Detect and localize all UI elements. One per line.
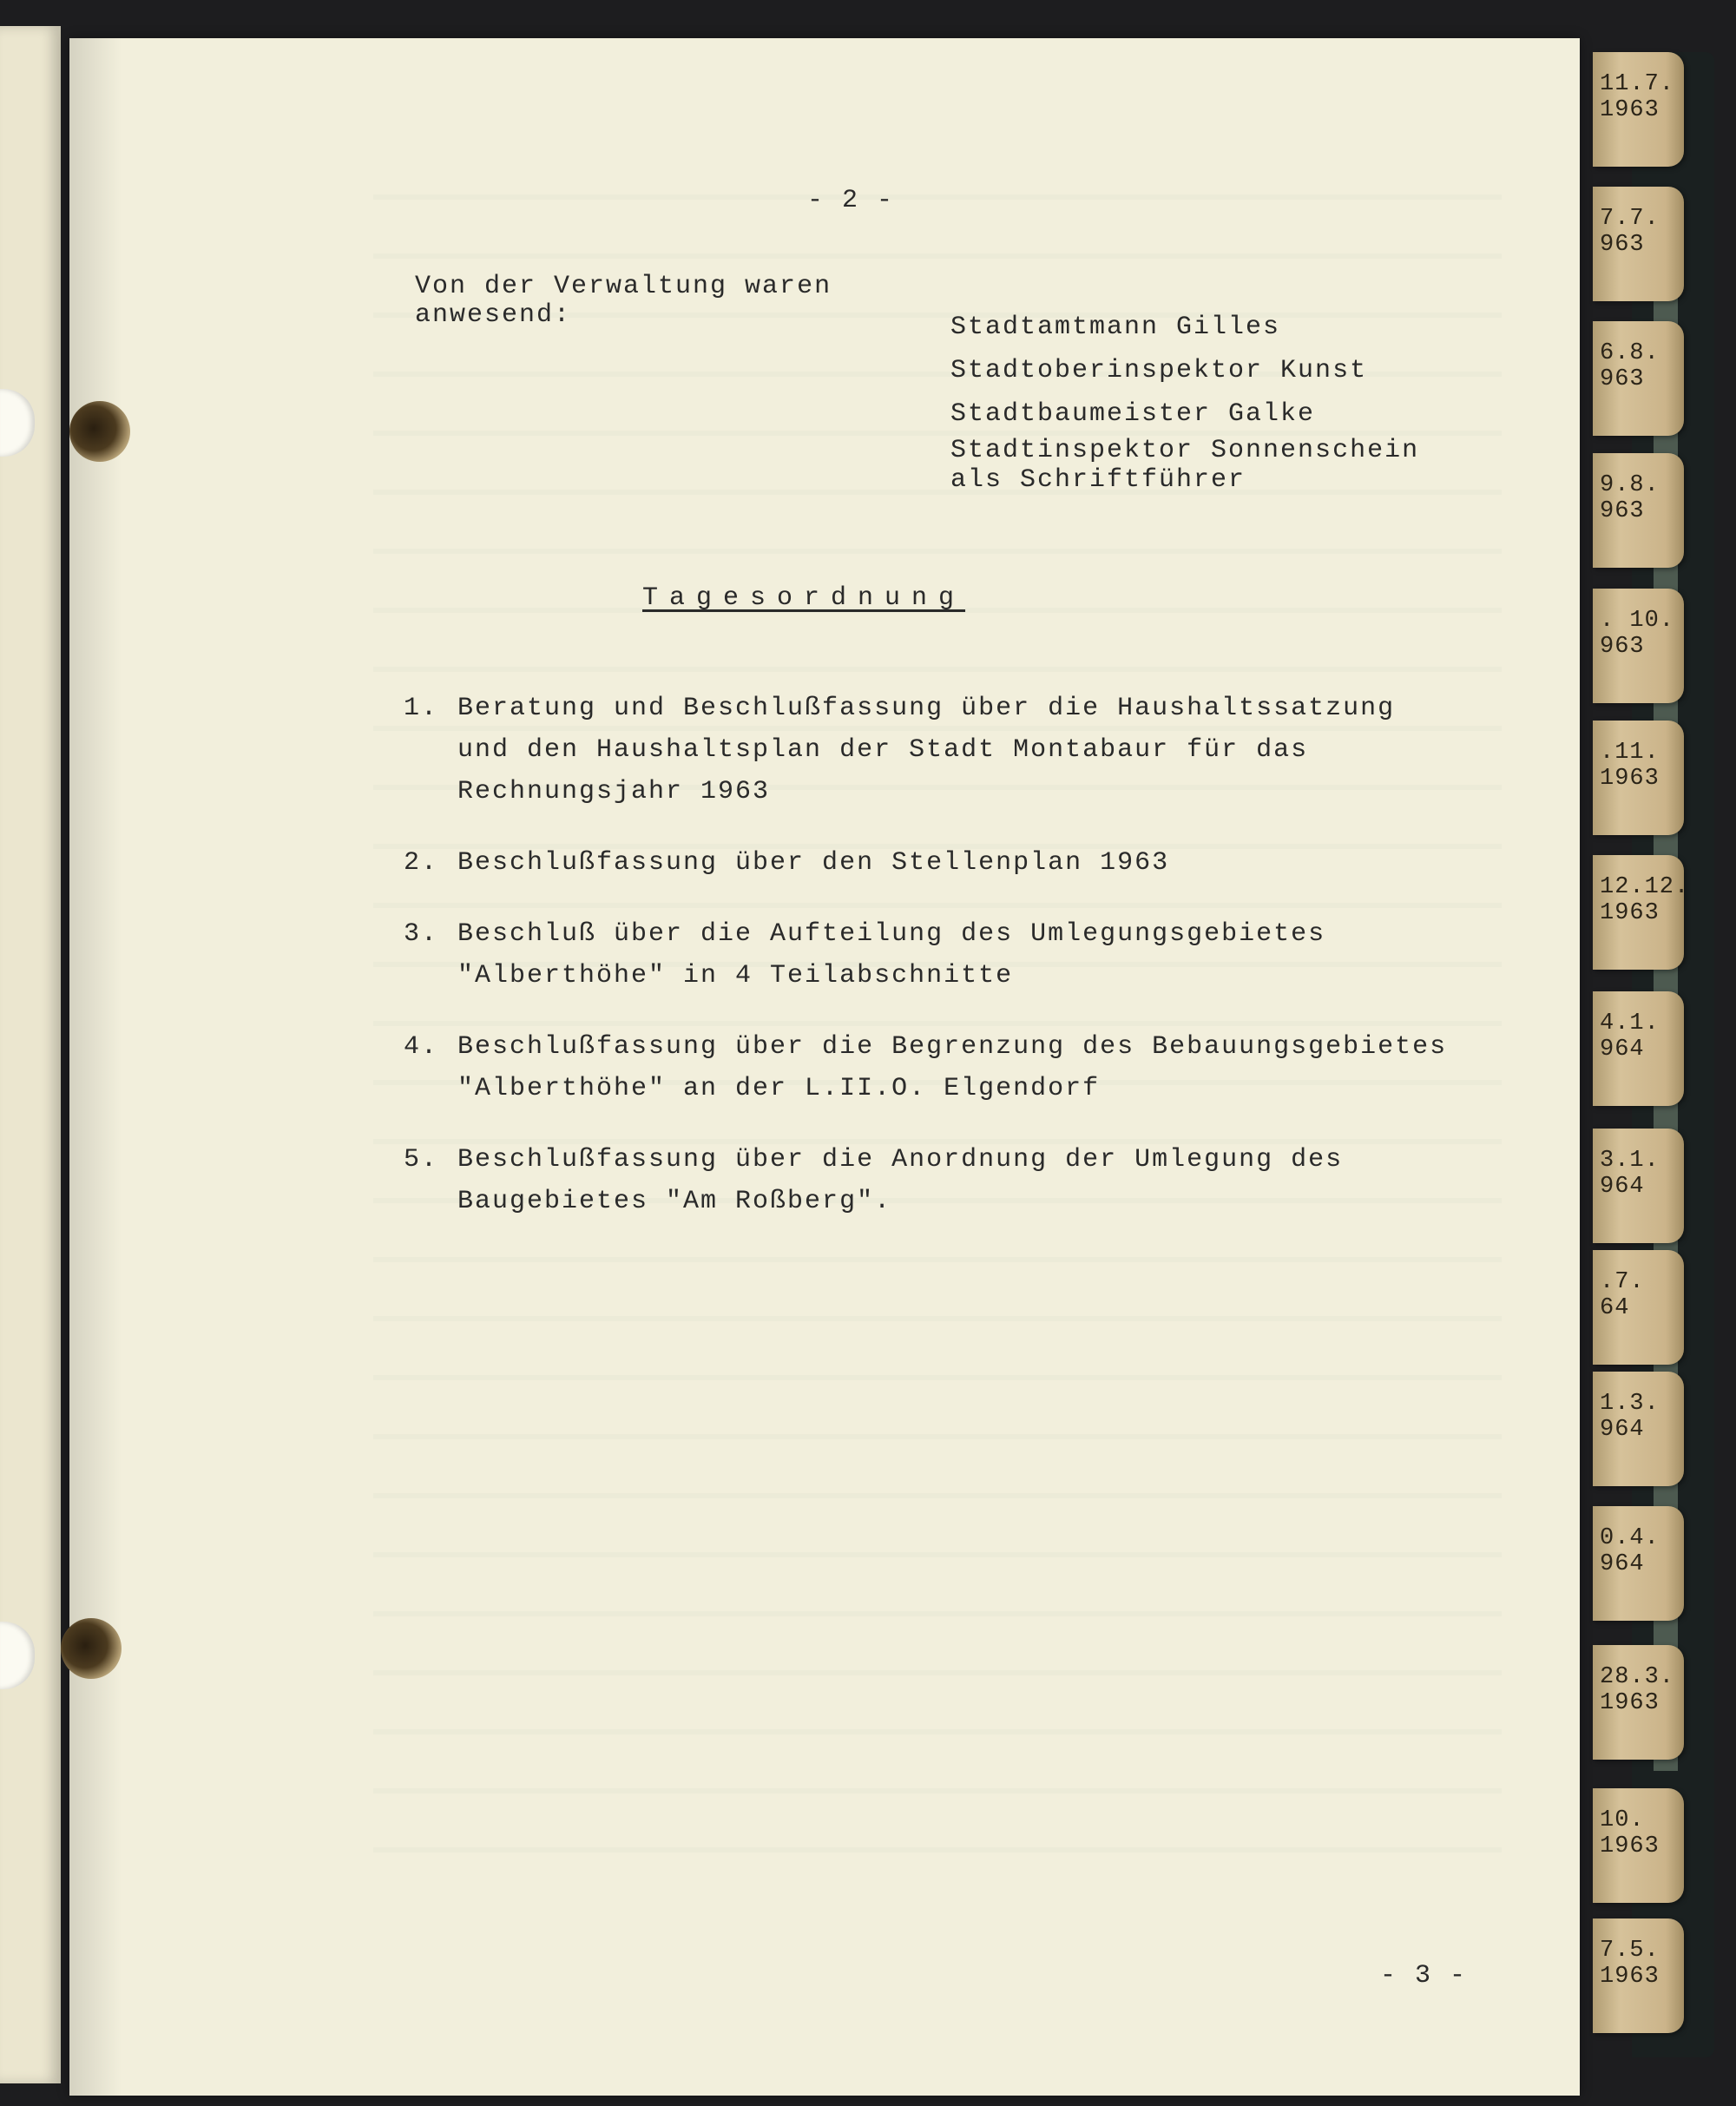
- left-page-hole: [0, 389, 35, 457]
- present-name: Stadtbaumeister Galke: [950, 399, 1316, 429]
- agenda-item-number: 1.: [404, 694, 439, 723]
- agenda-item: [404, 1026, 1584, 1109]
- present-label: [415, 273, 832, 330]
- agenda-item-number: 2.: [404, 848, 439, 878]
- agenda-title: Tagesordnung: [642, 583, 966, 613]
- agenda-item: [404, 842, 1584, 884]
- present-name: Stadtamtmann Gilles: [950, 313, 1281, 342]
- agenda-item-number: 4.: [404, 1032, 439, 1062]
- index-tab[interactable]: 3.1. 964: [1593, 1129, 1684, 1243]
- index-tab[interactable]: . 10. 963: [1593, 589, 1684, 703]
- agenda-item-text: Beschlußfassung über die Anordnung der Umlegung des Baugebietes "Am Roßberg".: [457, 1145, 1344, 1216]
- agenda-item-number: 3.: [404, 919, 439, 949]
- index-tab[interactable]: 0.4. 964: [1593, 1506, 1684, 1621]
- index-tab[interactable]: 4.1. 964: [1593, 991, 1684, 1106]
- punch-hole: [69, 401, 130, 462]
- index-tab[interactable]: .7. 64: [1593, 1250, 1684, 1365]
- present-name: Stadtinspektor Sonnenschein: [950, 436, 1420, 465]
- punch-hole: [61, 1618, 122, 1679]
- agenda-item: [404, 913, 1584, 997]
- agenda-item-text: Beschlußfassung über den Stellenplan 1963: [457, 848, 1170, 878]
- index-tab[interactable]: 7.7. 963: [1593, 187, 1684, 301]
- agenda-item-text: Beschluß über die Aufteilung des Umlegungsgebietes "Alberthöhe" in 4 Teilabschnitte: [457, 919, 1326, 990]
- index-tab[interactable]: 1.3. 964: [1593, 1372, 1684, 1486]
- index-tab[interactable]: 28.3. 1963: [1593, 1645, 1684, 1760]
- agenda-item-number: 5.: [404, 1145, 439, 1175]
- index-tab[interactable]: 7.5. 1963: [1593, 1918, 1684, 2033]
- agenda-item-text: Beschlußfassung über die Begrenzung des Bebauungsgebietes "Alberthöhe" an der L.II.O. Elgendorf: [457, 1032, 1448, 1103]
- index-tab[interactable]: .11. 1963: [1593, 721, 1684, 835]
- present-name: als Schriftführer: [950, 465, 1246, 495]
- index-tab[interactable]: 10. 1963: [1593, 1788, 1684, 1903]
- index-tab[interactable]: 11.7. 1963: [1593, 52, 1684, 167]
- present-names-list: [950, 306, 1419, 495]
- present-name: Stadtoberinspektor Kunst: [950, 356, 1368, 385]
- index-tab[interactable]: 12.12. 1963: [1593, 855, 1684, 970]
- left-page-hole: [0, 1622, 35, 1689]
- page-gutter-shadow: [69, 38, 122, 2096]
- document-page: [69, 38, 1580, 2096]
- agenda-item: [404, 1139, 1584, 1222]
- previous-page-edge: [0, 26, 61, 2083]
- agenda-list: [404, 688, 1584, 1252]
- index-tab[interactable]: 6.8. 963: [1593, 321, 1684, 436]
- index-tab[interactable]: 9.8. 963: [1593, 453, 1684, 568]
- page-number: - 2 -: [807, 186, 895, 215]
- agenda-item: [404, 688, 1584, 813]
- present-label-line: Von der Verwaltung waren: [415, 272, 832, 301]
- next-page-number: - 3 -: [1380, 1961, 1468, 1991]
- agenda-item-text: Beratung und Beschlußfassung über die Haushaltssatzung und den Haushaltsplan der Stadt Montabaur für das Rechnungsjahr 1963: [457, 694, 1396, 806]
- present-label-line: anwesend:: [415, 300, 572, 330]
